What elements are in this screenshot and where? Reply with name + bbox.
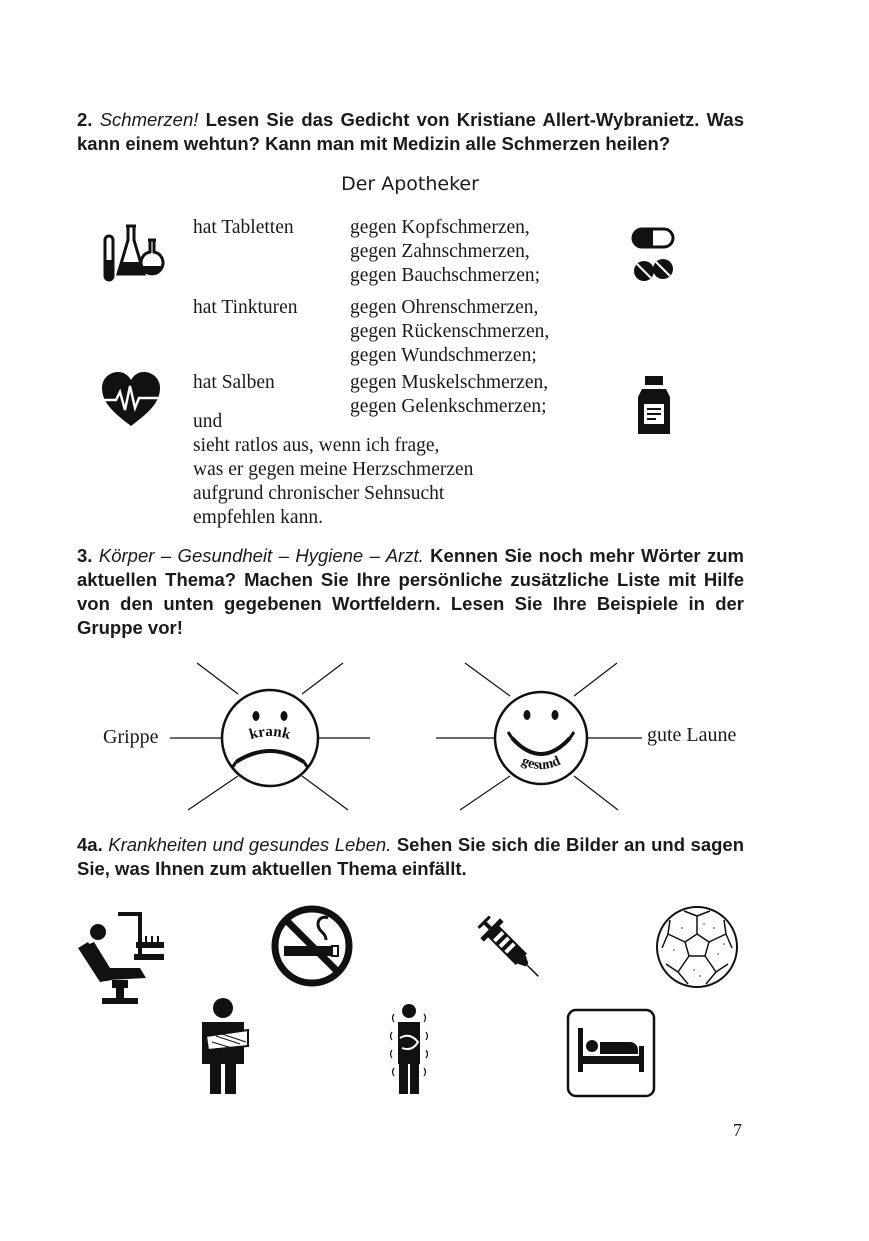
stanza-3-verb: hat Salben bbox=[193, 372, 275, 393]
task-2-emphasis: Schmerzen! bbox=[99, 109, 199, 130]
poem-line: gegen Kopfschmerzen, bbox=[350, 217, 530, 238]
broken-arm-person-icon bbox=[196, 996, 250, 1096]
dentist-chair-icon bbox=[76, 912, 168, 1006]
poem-ending bbox=[193, 410, 473, 530]
task-3-text: Kennen Sie noch mehr Wörter zum aktuellen Thema? Machen Sie Ihre persönliche zusätzliche Liste mit Hilfe von den unten gegebenen Wortfeldern. Lesen Sie Ihre Beispiele in der Gruppe vor! bbox=[77, 545, 744, 638]
gesund-label: gesund bbox=[519, 753, 563, 774]
stanza-2-verb: hat Tinkturen bbox=[193, 297, 298, 318]
bed-icon bbox=[566, 1008, 656, 1098]
happy-face-wordfield bbox=[432, 658, 652, 818]
grippe-label: Grippe bbox=[103, 726, 159, 748]
poem-line: aufgrund chronischer Sehnsucht bbox=[193, 483, 445, 504]
poem-line: gegen Zahnschmerzen, bbox=[350, 241, 530, 262]
sad-face-wordfield bbox=[160, 658, 380, 818]
poem-line: gegen Rückenschmerzen, bbox=[350, 321, 550, 342]
poem-line: gegen Bauchschmerzen; bbox=[350, 265, 541, 286]
pills-icon bbox=[630, 226, 676, 284]
poem-line: gegen Ohrenschmerzen, bbox=[350, 297, 539, 318]
stomach-ache-person-icon bbox=[386, 1002, 432, 1096]
poem-line: empfehlen kann. bbox=[193, 507, 323, 528]
stanza-1-lines bbox=[350, 216, 540, 288]
task-2-number: 2. bbox=[77, 109, 93, 130]
task-4a-number: 4a. bbox=[77, 834, 103, 855]
task-3-number: 3. bbox=[77, 545, 93, 566]
stanza-2-lines bbox=[350, 296, 549, 368]
poem-line: sieht ratlos aus, wenn ich frage, bbox=[193, 435, 440, 456]
page-number: 7 bbox=[733, 1120, 742, 1140]
soccer-ball-icon bbox=[654, 904, 740, 990]
poem-line: was er gegen meine Herzschmerzen bbox=[193, 459, 474, 480]
task-2 bbox=[77, 108, 744, 156]
poem-line: gegen Wundschmerzen; bbox=[350, 345, 537, 366]
task-3 bbox=[77, 544, 744, 640]
lab-flask-icon bbox=[100, 222, 166, 288]
heart-pulse-icon bbox=[100, 370, 162, 428]
stanza-1-verb: hat Tabletten bbox=[193, 217, 294, 238]
medicine-bottle-icon bbox=[636, 374, 672, 436]
gute-laune-label: gute Laune bbox=[647, 724, 737, 746]
task-4a bbox=[77, 833, 744, 881]
krank-label: krank bbox=[247, 723, 293, 744]
poem-line: und bbox=[193, 411, 223, 432]
poem-line: gegen Gelenkschmerzen; bbox=[350, 396, 547, 417]
task-4a-emphasis: Krankheiten und gesundes Leben. bbox=[108, 834, 392, 855]
no-smoking-icon bbox=[270, 904, 354, 988]
task-2-text: Lesen Sie das Gedicht von Kristiane Allert-Wybranietz. Was kann einem wehtun? Kann man mit Medizin alle Schmerzen heilen? bbox=[77, 109, 745, 154]
poem-title: Der Apotheker bbox=[341, 173, 479, 195]
task-3-emphasis: Körper – Gesundheit – Hygiene – Arzt. bbox=[98, 545, 424, 566]
task-4a-text: Sehen Sie sich die Bilder an und sagen Sie, was Ihnen zum aktuellen Thema einfällt. bbox=[77, 834, 745, 879]
poem-line: gegen Muskelschmerzen, bbox=[350, 372, 549, 393]
syringe-icon bbox=[472, 910, 548, 986]
